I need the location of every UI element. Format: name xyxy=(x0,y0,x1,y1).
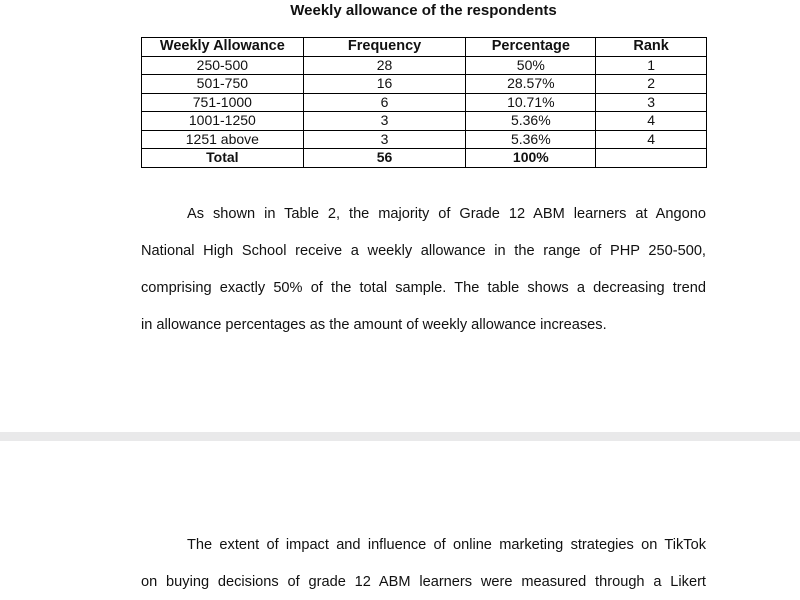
paragraph-line: As shown in Table 2, the majority of Grade 12 ABM learners at Angono xyxy=(187,206,706,222)
cell-frequency: 28 xyxy=(303,56,466,75)
total-rank xyxy=(596,149,707,168)
likert-paragraph xyxy=(141,527,706,600)
cell-percentage: 28.57% xyxy=(466,75,596,94)
cell-rank: 1 xyxy=(596,56,707,75)
cell-allowance: 751-1000 xyxy=(142,93,304,112)
cell-frequency: 6 xyxy=(303,93,466,112)
cell-percentage: 50% xyxy=(466,56,596,75)
table-row xyxy=(142,130,707,149)
cell-allowance: 1251 above xyxy=(142,130,304,149)
cell-frequency: 3 xyxy=(303,130,466,149)
paragraph-line: National High School receive a weekly allowance in the range of PHP 250-500, xyxy=(141,243,706,259)
cell-percentage: 5.36% xyxy=(466,112,596,131)
cell-allowance: 501-750 xyxy=(142,75,304,94)
total-frequency: 56 xyxy=(303,149,466,168)
cell-allowance: 1001-1250 xyxy=(142,112,304,131)
cell-allowance: 250-500 xyxy=(142,56,304,75)
cell-rank: 3 xyxy=(596,93,707,112)
cell-rank: 4 xyxy=(596,112,707,131)
cell-percentage: 5.36% xyxy=(466,130,596,149)
allowance-table xyxy=(141,37,707,168)
table-row xyxy=(142,56,707,75)
analysis-paragraph xyxy=(141,196,706,344)
paragraph-line: on buying decisions of grade 12 ABM learners were measured through a Likert xyxy=(141,574,706,590)
total-label: Total xyxy=(142,149,304,168)
paragraph-line: The extent of impact and influence of online marketing strategies on TikTok xyxy=(187,537,706,553)
table-row xyxy=(142,112,707,131)
cell-frequency: 16 xyxy=(303,75,466,94)
header-rank: Rank xyxy=(596,38,707,57)
paragraph-line: comprising exactly 50% of the total sample. The table shows a decreasing trend xyxy=(141,280,706,296)
cell-rank: 4 xyxy=(596,130,707,149)
table-total-row xyxy=(142,149,707,168)
table-header-row xyxy=(142,38,707,57)
cell-percentage: 10.71% xyxy=(466,93,596,112)
cell-rank: 2 xyxy=(596,75,707,94)
cell-frequency: 3 xyxy=(303,112,466,131)
paragraph-line: in allowance percentages as the amount of weekly allowance increases. xyxy=(141,317,607,333)
page-separator xyxy=(0,432,800,441)
table-title: Weekly allowance of the respondents xyxy=(290,2,557,19)
total-percentage: 100% xyxy=(466,149,596,168)
header-frequency: Frequency xyxy=(303,38,466,57)
table-row xyxy=(142,93,707,112)
header-weekly-allowance: Weekly Allowance xyxy=(142,38,304,57)
table-row xyxy=(142,75,707,94)
header-percentage: Percentage xyxy=(466,38,596,57)
